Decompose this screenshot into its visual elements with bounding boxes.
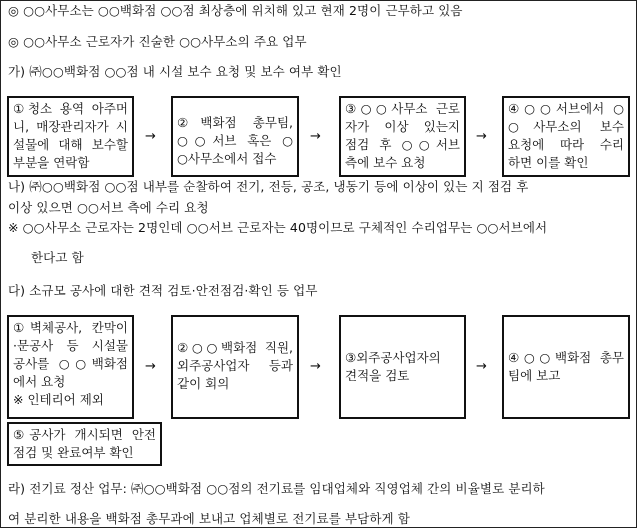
text-line-4: 나) ㈜○○백화점 ○○점 내부를 순찰하여 전기, 전등, 공조, 냉동기 등에 이상이 있는 지 점검 후 [8, 179, 529, 194]
flow1-arrow-1: → [145, 129, 156, 144]
flow2-step3-box [339, 315, 466, 419]
flow2-arrow-2: → [310, 359, 321, 374]
flow2-step2-line2: 외주공사업자 등과 [177, 358, 293, 373]
flow2-step4-line1: ④○○백화점 총무 [508, 350, 624, 365]
flow2-step5-box [7, 422, 162, 466]
flow2-step3-line2: 견적을 검토 [345, 368, 410, 383]
flow2-step1-line3: 공사를 ○○백화점 [13, 356, 128, 371]
flow2-step4-line2: 팀에 보고 [508, 368, 561, 383]
flow1-step1-line1: ①청소 용역 아주머 [13, 101, 128, 116]
flow1-step1-line3: 설물에 대해 보수할 [13, 137, 128, 152]
flow2-step2-line3: 같이 회의 [177, 376, 230, 391]
flow2-step1-line5: ※ 인테리어 제외 [13, 392, 104, 407]
flow1-step4-line2: ○사무소의 보수 [508, 119, 624, 134]
flow2-step1-line1: ①벽체공사, 칸막이 [13, 320, 128, 335]
flow1-step3-line1: ③○○사무소 근로 [345, 101, 460, 116]
flow1-step4-line1: ④○○서브에서 ○ [508, 101, 624, 116]
flow1-step1-box [7, 96, 134, 177]
flow1-step2-line1: ②백화점 총무팀, [177, 115, 293, 130]
flow1-step4-line4: 하면 이를 확인 [508, 155, 589, 170]
flow2-step2-line1: ②○○백화점 직원, [177, 340, 293, 355]
flow1-step4-box [502, 96, 630, 177]
flow1-step4-line3: 요청에 따라 수리 [508, 137, 624, 152]
text-line-5: 이상 있으면 ○○서브 측에 수리 요청 [8, 200, 209, 215]
flow2-step5-line2: 점검 및 완료여부 확인 [13, 445, 134, 460]
flow1-arrow-2: → [310, 129, 321, 144]
flow2-arrow-3: → [476, 359, 487, 374]
flow1-step3-line4: 측에 보수 요청 [345, 155, 426, 170]
text-line-8: 다) 소규모 공사에 대한 견적 검토·안전점검·확인 등 업무 [8, 283, 318, 298]
flow1-step2-box [171, 96, 299, 177]
text-line-7: 한다고 함 [31, 250, 84, 265]
flow1-step1-line2: 니, 매장관리자가 시 [13, 119, 128, 134]
flow2-arrow-1: → [145, 359, 156, 374]
flow2-step1-line4: 에서 요청 [13, 374, 66, 389]
flow2-step4-box [502, 315, 630, 419]
flow1-step3-box [339, 96, 466, 177]
flow1-step2-line3: ○사무소에서 접수 [177, 151, 277, 166]
text-line-6: ※ ○○사무소 근로자는 2명인데 ○○서브 근로자는 40명이므로 구체적인 수리업무는 ○○서브에서 [8, 220, 548, 235]
text-line-3: 가) ㈜○○백화점 ○○점 내 시설 보수 요청 및 보수 여부 확인 [8, 64, 342, 79]
flow2-step1-line2: ·문공사 등 시설물 [13, 338, 128, 353]
flow1-step2-line2: ○○서브 혹은 ○ [177, 133, 293, 148]
flow2-step3-line1: ③외주공사업자의 [345, 350, 441, 365]
flow2-step2-box [171, 315, 299, 419]
flow1-step3-line2: 자가 이상 있는지 [345, 119, 460, 134]
flow2-step1-box [7, 315, 134, 419]
text-line-9: 라) 전기료 정산 업무: ㈜○○백화점 ○○점의 전기료를 임대업체와 직영업체 간의 비율별로 분리하 [8, 481, 545, 496]
flow2-step5-line1: ⑤공사가 개시되면 안전 [13, 427, 156, 442]
text-line-10: 여 분리한 내용을 백화점 총무과에 보내고 업체별로 전기료를 부담하게 함 [8, 511, 410, 526]
flow1-step1-line4: 부분을 연락함 [13, 155, 90, 170]
text-line-2: ◎ ○○사무소 근로자가 진술한 ○○사무소의 주요 업무 [8, 34, 307, 49]
flow1-arrow-3: → [476, 129, 487, 144]
flow1-step3-line3: 점검 후 ○○서브 [345, 137, 460, 152]
text-line-1: ◎ ○○사무소는 ○○백화점 ○○점 최상층에 위치해 있고 현재 2명이 근무하고 있음 [8, 3, 463, 18]
